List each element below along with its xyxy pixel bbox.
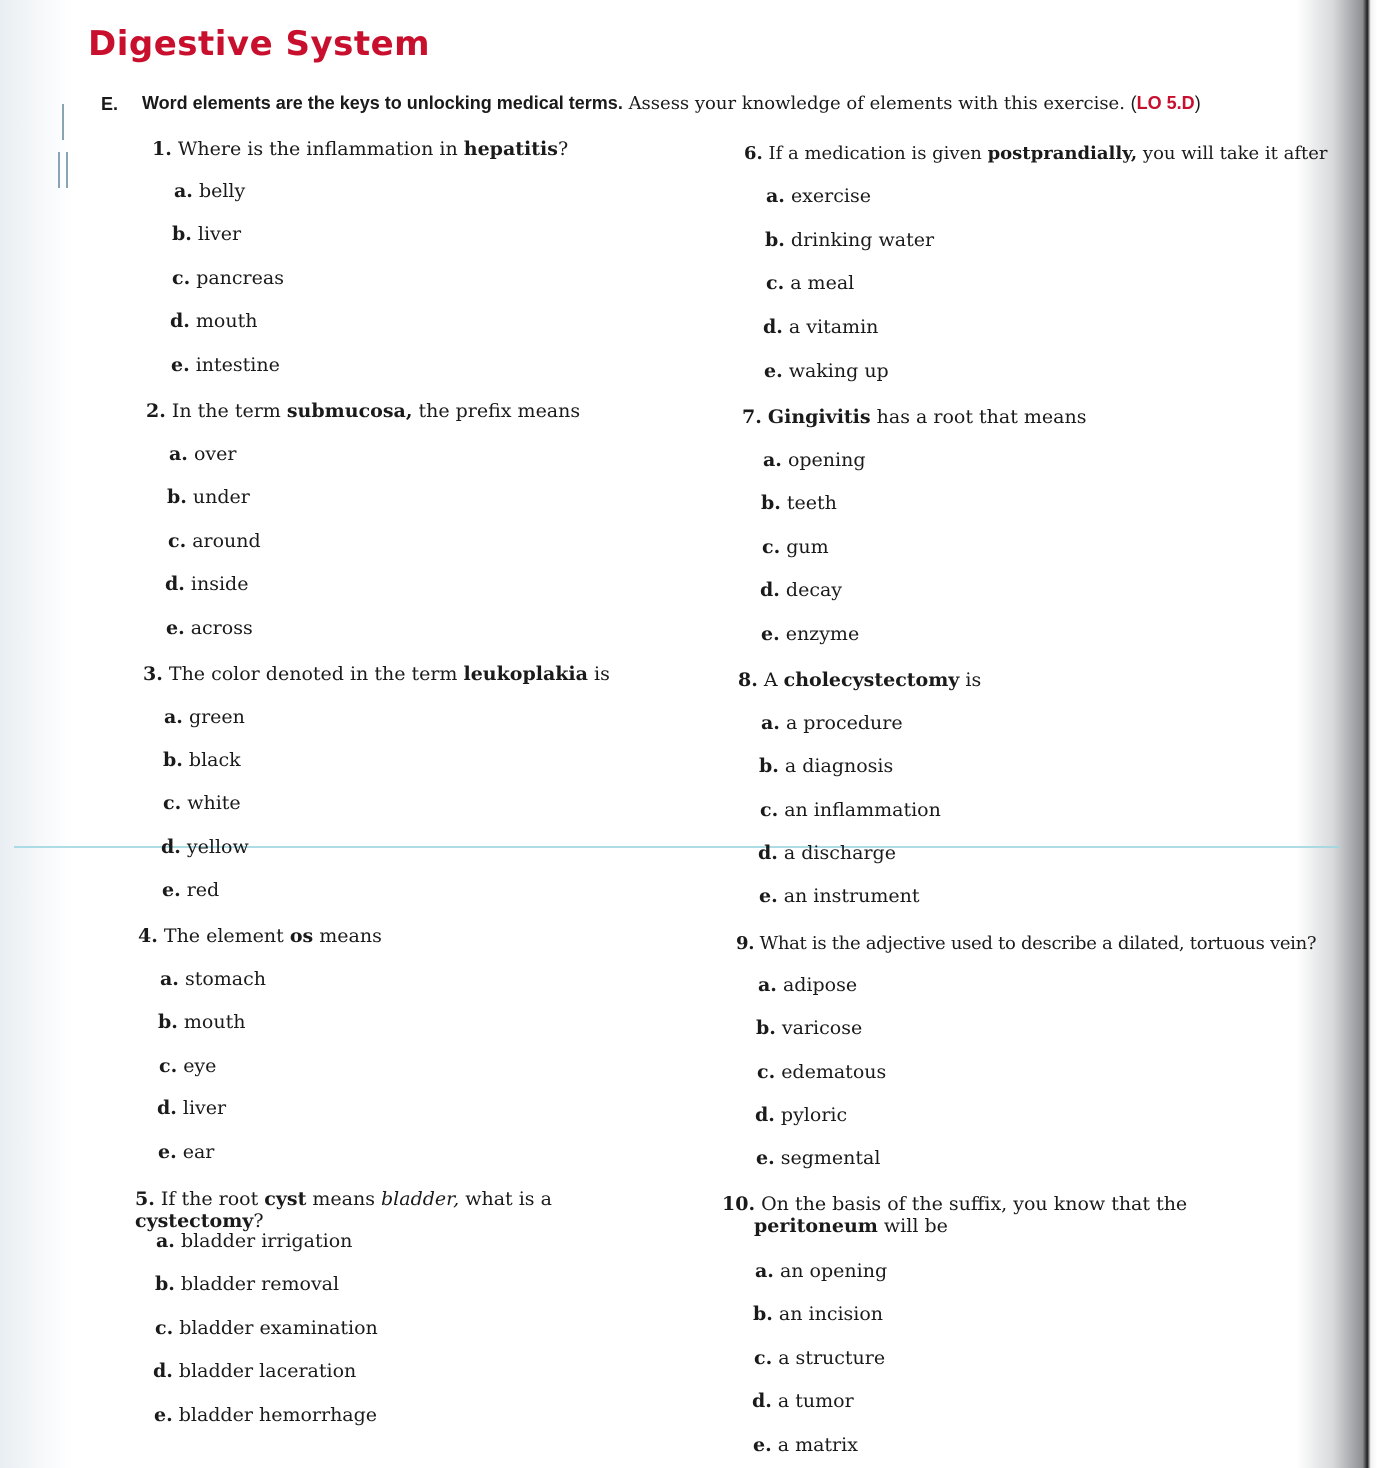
option-letter: d. [760, 579, 780, 601]
option-text: exercise [790, 185, 871, 207]
stem-text: If a medication is given [768, 143, 988, 164]
stem-text: If the root [160, 1188, 265, 1210]
stem-term: Gingivitis [767, 406, 871, 428]
stem-text: the prefix means [412, 400, 581, 422]
margin-mark [62, 104, 64, 140]
option-letter: e. [154, 1404, 173, 1426]
question-1-stem [152, 138, 712, 160]
option-text: mouth [195, 310, 258, 332]
option-text: red [186, 879, 220, 901]
option-letter: c. [163, 792, 182, 814]
option-10b[interactable] [753, 1303, 883, 1325]
option-6a[interactable] [766, 185, 871, 207]
option-7a[interactable] [763, 449, 866, 471]
stem-text: what is a [459, 1188, 552, 1210]
option-8c[interactable] [760, 799, 941, 821]
option-9e[interactable] [756, 1147, 880, 1169]
learning-objective [1131, 93, 1201, 113]
option-3d[interactable] [161, 836, 249, 858]
option-text: enzyme [785, 623, 860, 645]
option-letter: b. [172, 223, 192, 245]
option-letter: c. [760, 799, 779, 821]
option-letter: c. [757, 1061, 776, 1083]
option-text: liver [197, 223, 242, 245]
stem-text: A [763, 669, 784, 691]
option-letter: c. [159, 1055, 178, 1077]
option-text: drinking water [790, 229, 935, 251]
stem-term: postprandially, [987, 143, 1138, 164]
option-letter: e. [759, 885, 778, 907]
option-text: a matrix [777, 1434, 858, 1456]
option-letter: e. [756, 1147, 775, 1169]
option-9c[interactable] [757, 1061, 886, 1083]
margin-mark [66, 152, 68, 188]
option-text: stomach [184, 968, 266, 990]
stem-text: On the basis of the suffix, you know that the [761, 1193, 1188, 1215]
option-text: edematous [781, 1061, 887, 1083]
option-text: a procedure [785, 712, 903, 734]
option-text: under [192, 486, 250, 508]
stem-term: cyst [264, 1188, 307, 1210]
question-9-stem [736, 933, 1316, 955]
option-letter: d. [161, 836, 181, 858]
stem-text: is [959, 669, 982, 691]
stem-term: cystectomy [135, 1210, 254, 1232]
option-text: a tumor [777, 1390, 854, 1412]
option-letter: b. [753, 1303, 773, 1325]
option-3e[interactable] [162, 879, 219, 901]
section-letter: E. [101, 94, 119, 114]
option-letter: c. [172, 267, 191, 289]
stem-text: means [306, 1188, 382, 1210]
option-7e[interactable] [761, 623, 859, 645]
question-5-stem [135, 1188, 675, 1232]
option-text: varicose [781, 1017, 863, 1039]
option-2e[interactable] [166, 617, 253, 639]
option-text: waking up [788, 360, 889, 382]
option-letter: a. [174, 180, 193, 202]
option-9a[interactable] [758, 974, 857, 996]
lo-code: LO 5.D [1136, 93, 1195, 113]
option-text: pyloric [780, 1104, 848, 1126]
option-text: an opening [779, 1260, 888, 1282]
margin-mark [58, 152, 60, 188]
option-9b[interactable] [756, 1017, 862, 1039]
question-number: 10. [722, 1193, 756, 1215]
page-spine-shadow [1297, 0, 1377, 1468]
option-1a[interactable] [174, 180, 245, 202]
option-6d[interactable] [763, 316, 878, 338]
option-letter: e. [761, 623, 780, 645]
option-1d[interactable] [170, 310, 257, 332]
option-7b[interactable] [761, 492, 837, 514]
option-letter: b. [756, 1017, 776, 1039]
stem-text: is [587, 663, 610, 685]
question-number: 8. [738, 669, 758, 691]
option-letter: a. [156, 1230, 175, 1252]
option-text: segmental [780, 1147, 881, 1169]
option-text: bladder laceration [178, 1360, 357, 1382]
option-letter: a. [169, 443, 188, 465]
option-4e[interactable] [158, 1141, 214, 1163]
option-letter: e. [753, 1434, 772, 1456]
section-instructions [142, 93, 1272, 114]
option-text: teeth [786, 492, 837, 514]
option-text: across [190, 617, 253, 639]
question-number: 9. [736, 933, 755, 954]
option-text: white [187, 792, 241, 814]
option-letter: a. [763, 449, 782, 471]
stem-text: The color denoted in the term [168, 663, 464, 685]
option-text: around [192, 530, 261, 552]
option-text: a discharge [783, 842, 896, 864]
option-text: intestine [195, 354, 280, 376]
option-6b[interactable] [765, 229, 934, 251]
option-letter: b. [163, 749, 183, 771]
option-letter: a. [755, 1260, 774, 1282]
question-10-stem [722, 1193, 1299, 1237]
option-text: a diagnosis [784, 755, 894, 777]
option-10d[interactable] [752, 1390, 854, 1412]
option-letter: a. [164, 706, 183, 728]
option-text: liver [182, 1097, 227, 1119]
option-text: eye [183, 1055, 217, 1077]
stem-text: will be [877, 1215, 948, 1237]
option-text: over [193, 443, 237, 465]
option-letter: a. [766, 185, 785, 207]
option-text: a structure [778, 1347, 886, 1369]
option-2a[interactable] [169, 443, 236, 465]
option-text: yellow [186, 836, 249, 858]
option-1c[interactable] [172, 267, 284, 289]
option-letter: c. [168, 530, 187, 552]
option-10e[interactable] [753, 1434, 858, 1456]
stem-term: cholecystectomy [783, 669, 960, 691]
question-number: 1. [152, 138, 172, 160]
option-letter: d. [755, 1104, 775, 1126]
option-5c[interactable] [155, 1317, 378, 1339]
option-letter: b. [759, 755, 779, 777]
question-number: 3. [143, 663, 163, 685]
option-letter: b. [167, 486, 187, 508]
option-text: pancreas [196, 267, 284, 289]
option-4b[interactable] [158, 1011, 245, 1033]
option-text: an incision [778, 1303, 884, 1325]
option-text: opening [787, 449, 866, 471]
option-10a[interactable] [755, 1260, 887, 1282]
option-8b[interactable] [759, 755, 893, 777]
option-1e[interactable] [171, 354, 280, 376]
option-letter: d. [170, 310, 190, 332]
option-text: gum [786, 536, 829, 558]
option-2b[interactable] [167, 486, 250, 508]
option-letter: e. [764, 360, 783, 382]
question-number: 4. [138, 925, 158, 947]
option-3b[interactable] [163, 749, 241, 771]
option-letter: d. [752, 1390, 772, 1412]
option-text: adipose [782, 974, 858, 996]
option-10c[interactable] [754, 1347, 885, 1369]
stem-term: leukoplakia [463, 663, 588, 685]
option-4a[interactable] [160, 968, 266, 990]
stem-term: os [289, 925, 314, 947]
option-letter: c. [762, 536, 781, 558]
stem-text: In the term [171, 400, 287, 422]
option-text: a meal [790, 272, 855, 294]
option-2c[interactable] [168, 530, 261, 552]
option-letter: d. [165, 573, 185, 595]
option-letter: e. [166, 617, 185, 639]
option-letter: e. [162, 879, 181, 901]
option-5b[interactable] [155, 1273, 339, 1295]
option-1b[interactable] [172, 223, 241, 245]
lo-close: ) [1194, 93, 1201, 113]
option-letter: d. [153, 1360, 173, 1382]
option-letter: c. [155, 1317, 174, 1339]
option-5d[interactable] [153, 1360, 356, 1382]
option-text: ear [182, 1141, 215, 1163]
option-letter: e. [171, 354, 190, 376]
question-2-stem [146, 400, 706, 422]
question-4-stem [138, 925, 698, 947]
question-7-stem [742, 406, 1302, 428]
stem-text: ? [253, 1210, 264, 1232]
option-letter: d. [763, 316, 783, 338]
stem-text: has a root that means [870, 406, 1087, 428]
question-3-stem [143, 663, 703, 685]
option-text: an instrument [783, 885, 920, 907]
option-8a[interactable] [761, 712, 903, 734]
option-text: bladder examination [179, 1317, 378, 1339]
option-text: green [188, 706, 245, 728]
lo-open: ( [1130, 93, 1137, 113]
stem-term: hepatitis [463, 138, 558, 160]
option-4d[interactable] [157, 1097, 226, 1119]
option-letter: a. [758, 974, 777, 996]
stem-text: What is the adjective used to describe a dilated, tortuous vein? [759, 933, 1317, 954]
option-8d[interactable] [758, 842, 896, 864]
option-text: belly [198, 180, 246, 202]
option-text: decay [785, 579, 843, 601]
option-5a[interactable] [156, 1230, 352, 1252]
stem-text: The element [163, 925, 290, 947]
question-6-stem [744, 143, 1328, 165]
option-text: bladder hemorrhage [178, 1404, 378, 1426]
stem-text: you will take it after [1137, 143, 1328, 164]
stem-term: peritoneum [754, 1215, 878, 1237]
instructions-text: Assess your knowledge of elements with this exercise. [628, 93, 1125, 114]
option-letter: b. [158, 1011, 178, 1033]
option-6c[interactable] [766, 272, 854, 294]
option-7c[interactable] [762, 536, 829, 558]
option-text: bladder removal [180, 1273, 340, 1295]
option-text: mouth [183, 1011, 246, 1033]
question-number: 6. [744, 143, 763, 164]
option-letter: d. [157, 1097, 177, 1119]
stem-text: Where is the inflammation in [177, 138, 464, 160]
option-7d[interactable] [760, 579, 842, 601]
page-title: Digestive System [88, 24, 431, 64]
option-letter: a. [761, 712, 780, 734]
option-letter: b. [761, 492, 781, 514]
option-2d[interactable] [165, 573, 248, 595]
option-letter: a. [160, 968, 179, 990]
option-3a[interactable] [164, 706, 245, 728]
option-text: bladder irrigation [180, 1230, 353, 1252]
stem-italic-term: bladder, [381, 1188, 460, 1210]
question-number: 7. [742, 406, 762, 428]
instructions-lead: Word elements are the keys to unlocking medical terms. [142, 93, 623, 113]
option-letter: b. [765, 229, 785, 251]
option-letter: b. [155, 1273, 175, 1295]
option-text: a vitamin [788, 316, 879, 338]
option-text: an inflammation [784, 799, 941, 821]
option-5e[interactable] [154, 1404, 377, 1426]
option-6e[interactable] [764, 360, 889, 382]
option-letter: d. [758, 842, 778, 864]
option-9d[interactable] [755, 1104, 847, 1126]
option-text: inside [190, 573, 249, 595]
option-3c[interactable] [163, 792, 241, 814]
option-text: black [188, 749, 241, 771]
stem-text: means [313, 925, 382, 947]
stem-text: ? [557, 138, 569, 160]
option-letter: e. [158, 1141, 177, 1163]
stem-term: submucosa, [286, 400, 413, 422]
option-8e[interactable] [759, 885, 919, 907]
option-4c[interactable] [159, 1055, 216, 1077]
question-number: 5. [135, 1188, 155, 1210]
question-8-stem [738, 669, 1298, 691]
option-letter: c. [766, 272, 785, 294]
page-left-margin [0, 0, 72, 1468]
option-letter: c. [754, 1347, 773, 1369]
question-number: 2. [146, 400, 166, 422]
